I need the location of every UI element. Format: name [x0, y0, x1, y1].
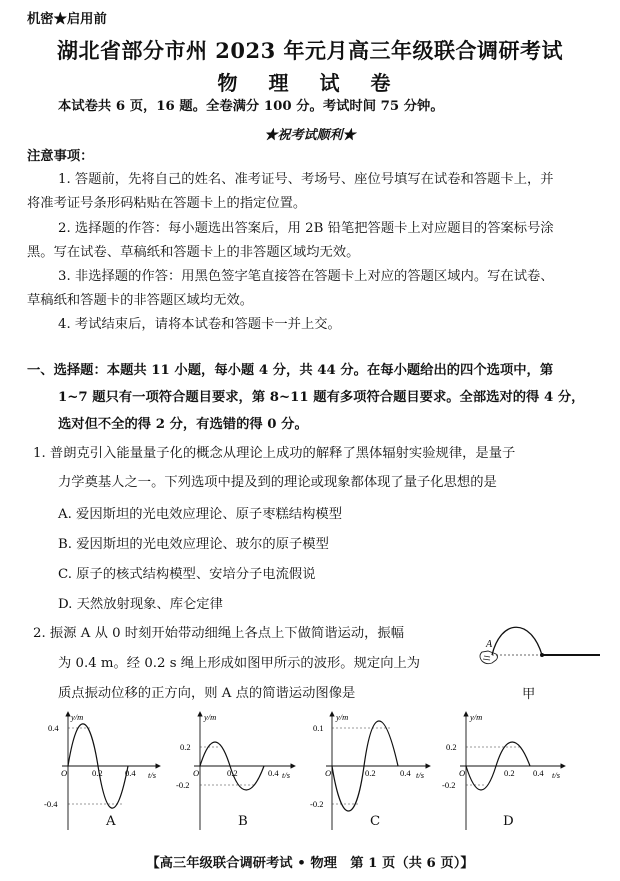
- svg-text:0.2: 0.2: [365, 768, 376, 778]
- exam-title: 湖北省部分市州 2023 年元月高三年级联合调研考试: [56, 38, 564, 63]
- notice-heading: 注意事项：: [27, 149, 94, 164]
- notice-line: 4. 考试结束后，请将本试卷和答题卡一并上交。: [58, 317, 341, 332]
- svg-text:0.4: 0.4: [533, 768, 544, 778]
- wish-line: ★祝考试顺利★: [264, 128, 356, 143]
- question-1-stem: 力学奠基人之一。下列选项中提及到的理论或现象都体现了量子化思想的是: [58, 475, 497, 490]
- svg-text:t/s: t/s: [552, 770, 561, 780]
- svg-text:0.4: 0.4: [400, 768, 411, 778]
- exam-info: 本试卷共 6 页，16 题。全卷满分 100 分。考试时间 75 分钟。: [58, 99, 444, 114]
- notice-line: 黑。写在试卷、草稿纸和答题卡上的非答题区域均无效。: [27, 245, 360, 260]
- hand-icon: [480, 651, 498, 664]
- svg-text:0.2: 0.2: [446, 742, 457, 752]
- svg-text:0.2: 0.2: [504, 768, 515, 778]
- confidential-mark: 机密★启用前: [27, 12, 107, 27]
- svg-text:0.4: 0.4: [48, 723, 59, 733]
- svg-text:-0.2: -0.2: [176, 780, 190, 790]
- notice-line: 2. 选择题的作答：每小题选出答案后，用 2B 铅笔把答题卡上对应题目的答案标号涂: [58, 221, 554, 236]
- figure-jia-label: 甲: [522, 687, 536, 702]
- svg-text:t/s: t/s: [416, 770, 425, 780]
- notice-line: 将准考证号条形码粘贴在答题卡上的指定位置。: [27, 196, 307, 211]
- graph-b: [176, 712, 295, 830]
- question-1-option-b: B. 爱因斯坦的光电效应理论、玻尔的原子模型: [58, 537, 329, 552]
- graph-a: [44, 712, 160, 830]
- notice-line: 1. 答题前，先将自己的姓名、准考证号、考场号、座位号填写在试卷和答题卡上，并: [58, 172, 554, 187]
- svg-text:0.2: 0.2: [180, 742, 191, 752]
- paper-subtitle: 物 理 试 卷: [217, 71, 403, 95]
- section-heading-line: 1~7 题只有一项符合题目要求，第 8~11 题有多项符合题目要求。全部选对的得 4 分，: [58, 390, 585, 405]
- graph-label-a: A: [106, 814, 116, 829]
- svg-text:-0.2: -0.2: [310, 799, 324, 809]
- graph-d: [442, 712, 565, 830]
- svg-text:-0.2: -0.2: [442, 780, 456, 790]
- svg-text:0.1: 0.1: [313, 723, 324, 733]
- svg-text:y/m: y/m: [71, 712, 84, 722]
- question-2-stem: 质点振动位移的正方向，则 A 点的简谐运动图像是: [58, 686, 356, 701]
- svg-text:O: O: [61, 768, 68, 778]
- svg-text:y/m: y/m: [470, 712, 483, 722]
- svg-text:0.4: 0.4: [125, 768, 136, 778]
- notice-line: 草稿纸和答题卡的非答题区域均无效。: [27, 293, 254, 308]
- svg-text:y/m: y/m: [204, 712, 217, 722]
- page-footer: 【高三年级联合调研考试 • 物理 第 1 页（共 6 页）】: [146, 856, 474, 871]
- svg-text:0.2: 0.2: [227, 768, 238, 778]
- graph-label-d: D: [503, 814, 514, 829]
- svg-text:-0.4: -0.4: [44, 799, 58, 809]
- svg-text:O: O: [459, 768, 466, 778]
- graph-label-c: C: [370, 814, 381, 829]
- figure-jia-wave: [476, 620, 606, 680]
- svg-text:t/s: t/s: [148, 770, 157, 780]
- section-heading: 一、选择题：本题共 11 小题，每小题 4 分，共 44 分。在每小题给出的四个选项中，第: [27, 363, 554, 378]
- question-2-stem: 为 0.4 m。经 0.2 s 绳上形成如图甲所示的波形。规定向上为: [58, 656, 421, 671]
- question-1-option-c: C. 原子的核式结构模型、安培分子电流假说: [58, 567, 316, 582]
- notice-line: 3. 非选择题的作答：用黑色签字笔直接答在答题卡上对应的答题区域内。写在试卷、: [58, 269, 554, 284]
- svg-text:O: O: [325, 768, 332, 778]
- question-1-option-a: A. 爱因斯坦的光电效应理论、原子枣糕结构模型: [58, 507, 342, 522]
- svg-text:0.2: 0.2: [92, 768, 103, 778]
- graph-label-b: B: [238, 814, 248, 829]
- graph-c: [310, 712, 430, 830]
- svg-text:O: O: [193, 768, 200, 778]
- question-1-stem: 1. 普朗克引入能量量子化的概念从理论上成功的解释了黑体辐射实验规律，是量子: [33, 446, 516, 461]
- svg-text:0.4: 0.4: [268, 768, 279, 778]
- point-a-label: A: [486, 639, 493, 650]
- svg-text:t/s: t/s: [282, 770, 291, 780]
- svg-text:y/m: y/m: [336, 712, 349, 722]
- question-1-option-d: D. 天然放射现象、库仑定律: [58, 597, 223, 612]
- question-2-stem: 2. 振源 A 从 0 时刻开始带动细绳上各点上下做简谐运动，振幅: [33, 626, 405, 641]
- section-heading-line: 选对但不全的得 2 分，有选错的得 0 分。: [58, 417, 308, 432]
